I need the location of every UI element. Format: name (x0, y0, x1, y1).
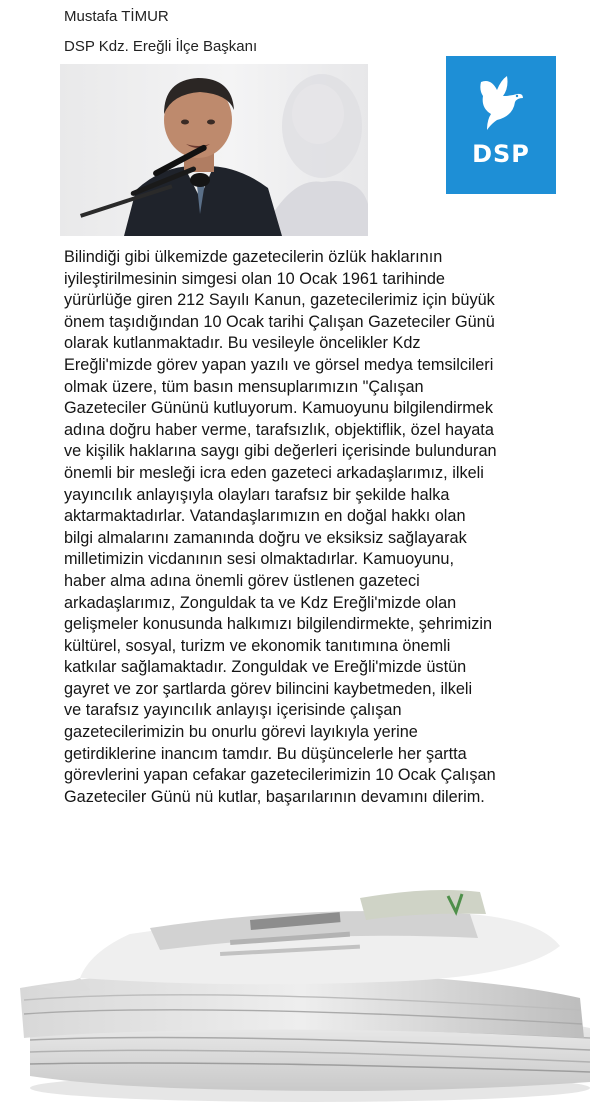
speaker-illustration (60, 64, 368, 236)
dove-icon (477, 74, 525, 134)
logo-text: DSP (472, 140, 530, 168)
article-line: ve tarafsız yayıncılık anlayışı içerisinde çalışan (64, 701, 402, 720)
article-line: iyileştirilmesinin simgesi olan 10 Ocak 1961 tarihinde (64, 269, 445, 288)
article-line: getirdiklerine inancım tamdır. Bu düşüncelerle her şartta (64, 744, 467, 763)
article-line: katkılar sağlamaktadır. Zonguldak ve Ereğli'mizde üstün (64, 658, 467, 677)
article-line: önemli bir mesleği icra eden gazeteci arkadaşlarımız, ilkeli (64, 463, 484, 482)
article-line: önem taşıdığından 10 Ocak tarihi Çalışan Gazeteciler Günü (64, 312, 495, 331)
article-line: aktarmaktadırlar. Vatandaşlarımızın en doğal hakkı olan (64, 507, 466, 526)
dsp-logo (446, 56, 556, 194)
article-line: Bilindiği gibi ülkemizde gazetecilerin özlük haklarının (64, 248, 443, 266)
article-line: bilgi almalarını zamanında doğru ve eksiksiz sağlayarak (64, 528, 467, 547)
article-line: olmak üzere, tüm basın mensuplarımızın "Çalışan (64, 377, 424, 396)
article-line: olarak kutlanmaktadır. Bu vesileyle öncelikler Kdz (64, 334, 421, 353)
article-line: Ereğli'mizde görev yapan yazılı ve görsel medya temsilcileri (64, 355, 494, 374)
article-line: adına doğru haber verme, tarafsızlık, objektiflik, özel hayata (64, 420, 494, 439)
article-line: Gazeteciler Günü nü kutlar, başarılarının devamını dilerim. (64, 787, 485, 806)
article-line: haber alma adına önemli görev üstlenen gazeteci (64, 571, 420, 590)
article-line: görevlerini yapan cefakar gazetecilerimizin 10 Ocak Çalışan (64, 766, 496, 785)
article-line: arkadaşlarımız, Zonguldak ta ve Kdz Ereğli'mizde olan (64, 593, 457, 612)
article-line: yürürlüğe giren 212 Sayılı Kanun, gazetecilerimiz için büyük (64, 291, 495, 310)
speaker-photo (60, 64, 368, 236)
article-line: gazetecilerimizin bu onurlu görevi layıkıyla yerine (64, 723, 418, 742)
newspaper-stack-illustration (0, 868, 606, 1106)
article-line: ve kişilik haklarına saygı gibi değerleri içerisinde bulunduran (64, 442, 497, 461)
article-line: milletimizin vicdanının sesi olmaktadırlar. Kamuoyunu, (64, 550, 455, 569)
article-body (64, 247, 556, 808)
article-line: Gazeteciler Gününü kutluyorum. Kamuoyunu bilgilendirmek (64, 399, 493, 418)
article-line: gelişmeler konusunda halkımızı bilgilendirmekte, şehrimizin (64, 615, 493, 634)
article-line: yayıncılık anlayışıyla olayları tarafsız bir şekilde halka (64, 485, 450, 504)
article-line: kültürel, sosyal, turizm ve ekonomik tanıtımına önemli (64, 636, 451, 655)
author-title: DSP Kdz. Ereğli İlçe Başkanı (64, 38, 258, 55)
article-line: gayret ve zor şartlarda görev bilincini kaybetmeden, ilkeli (64, 679, 473, 698)
author-name: Mustafa TİMUR (64, 8, 169, 25)
